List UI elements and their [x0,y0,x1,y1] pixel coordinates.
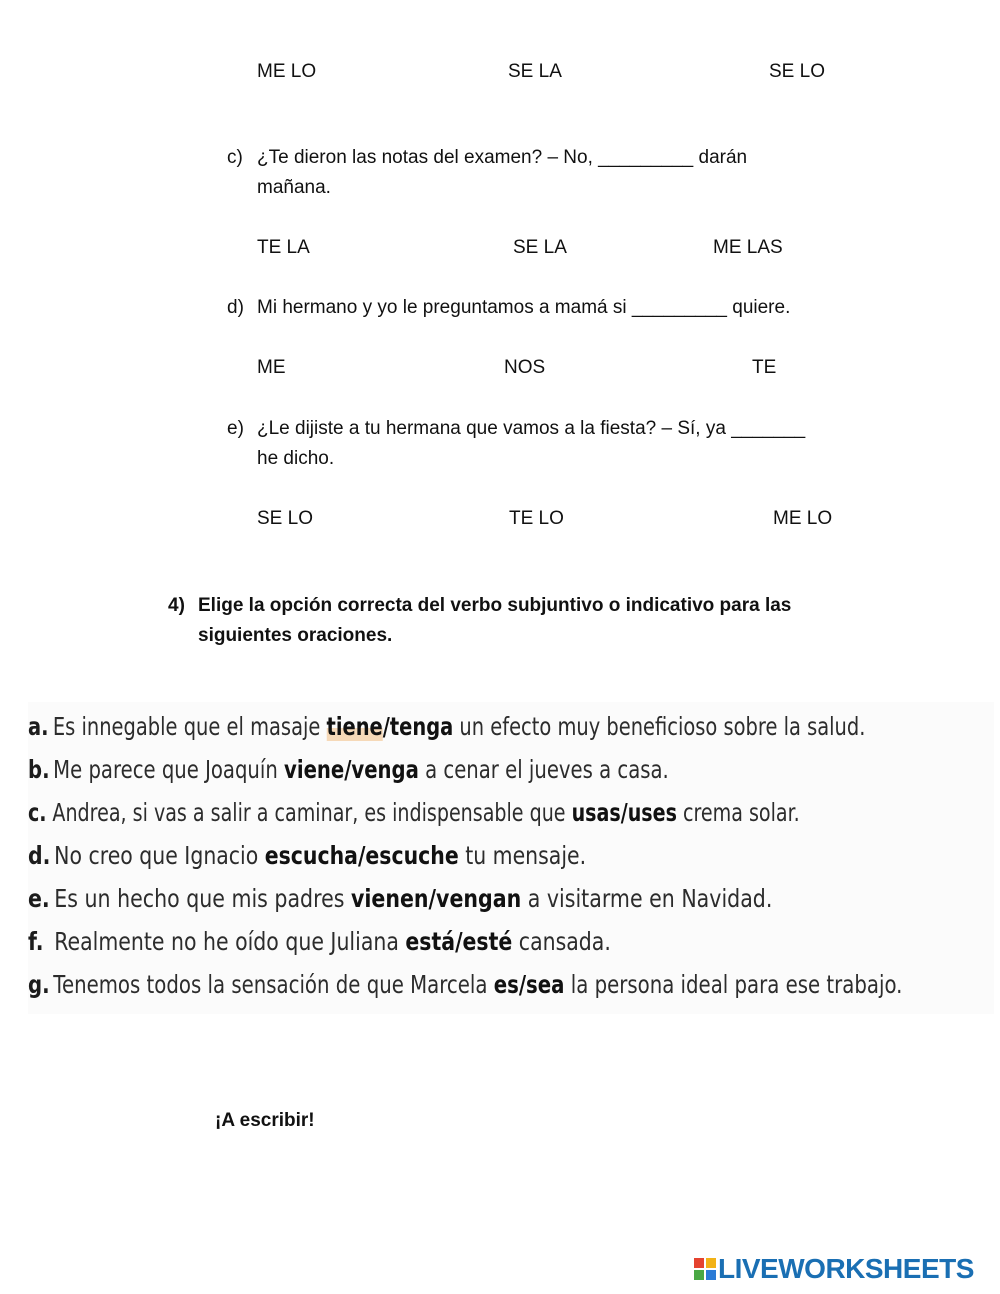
sentence-text-end: un efecto muy beneficioso sobre la salud. [453,712,866,741]
sentence-text-end: a cenar el jueves a casa. [418,755,669,784]
question-text-continued: he dicho. [257,448,335,469]
question-text: ¿Te dieron las notas del examen? – No, _________ darán [257,147,748,168]
sentence-text-end: la persona ideal para ese trabajo. [564,970,903,999]
option-nos[interactable]: NOS [504,357,546,378]
question-marker: c) [227,147,243,168]
sentence-e [28,877,772,920]
verb-choice[interactable]: está/esté [405,927,513,956]
question-text: Mi hermano y yo le preguntamos a mamá si _________ quiere. [257,297,791,318]
section-instruction: Elige la opción correcta del verbo subjuntivo o indicativo para las [198,595,792,616]
option-se-lo[interactable]: SE LO [257,508,313,529]
sentence-text: No creo que Ignacio [54,841,265,870]
sentence-c [28,791,800,834]
option-se-la[interactable]: SE LA [513,237,567,258]
sentence-text: Me parece que Joaquín [53,755,285,784]
verb-choice[interactable]: escucha/escuche [264,841,459,870]
option-me-las[interactable]: ME LAS [713,237,783,258]
option-se-la[interactable]: SE LA [508,61,562,82]
verb-separator: / [382,712,390,741]
sentence-text-end: a visitarme en Navidad. [521,884,773,913]
verb-choice[interactable]: vienen/vengan [350,884,522,913]
option-te[interactable]: TE [752,357,777,378]
sentence-text: Es un hecho que mis padres [54,884,351,913]
logo-text: LIVEWORKSHEETS [718,1253,974,1284]
option-me-lo[interactable]: ME LO [773,508,833,529]
question-marker: d) [227,297,244,318]
verb-choice[interactable]: viene/venga [284,755,419,784]
verb-choice[interactable]: usas/uses [571,798,677,827]
option-me[interactable]: ME [257,357,286,378]
option-se-lo[interactable]: SE LO [769,61,825,82]
sentence-b [28,748,669,791]
sentence-text-end: crema solar. [676,798,800,827]
sentence-letter: e. [28,884,50,913]
sentence-text-end: tu mensaje. [458,841,587,870]
sentence-text: Tenemos todos la sensación de que Marcela [53,970,494,999]
verb-choice[interactable]: es/sea [493,970,565,999]
sentence-letter: b. [28,755,50,784]
sentence-text: Realmente no he oído que Juliana [54,927,406,956]
writing-heading: ¡A escribir! [215,1110,315,1131]
sentence-letter: a. [28,712,49,741]
sentence-letter: f. [28,927,44,956]
sentence-letter: d. [28,841,51,870]
option-te-la[interactable]: TE LA [257,237,310,258]
section-instruction-continued: siguientes oraciones. [198,625,393,646]
sentence-text: Es innegable que el masaje [52,712,327,741]
sentence-d [28,834,586,877]
section-number: 4) [168,595,185,616]
verb-option-tenga[interactable]: tenga [389,712,454,741]
sentence-f [28,920,611,963]
sentence-text-end: cansada. [512,927,611,956]
option-te-lo[interactable]: TE LO [509,508,564,529]
sentence-letter: g. [28,970,50,999]
question-marker: e) [227,418,244,439]
logo-icon [694,1258,716,1280]
sentence-g [28,963,902,1006]
sentence-a [28,705,865,748]
sentence-text: Andrea, si vas a salir a caminar, es indispensable que [52,798,572,827]
verb-option-tiene[interactable]: tiene [326,712,383,741]
option-me-lo[interactable]: ME LO [257,61,317,82]
scanned-exercise [28,702,994,1014]
sentence-letter: c. [28,798,47,827]
question-text-continued: mañana. [257,177,331,198]
question-text: ¿Le dijiste a tu hermana que vamos a la fiesta? – Sí, ya _______ [257,418,806,439]
